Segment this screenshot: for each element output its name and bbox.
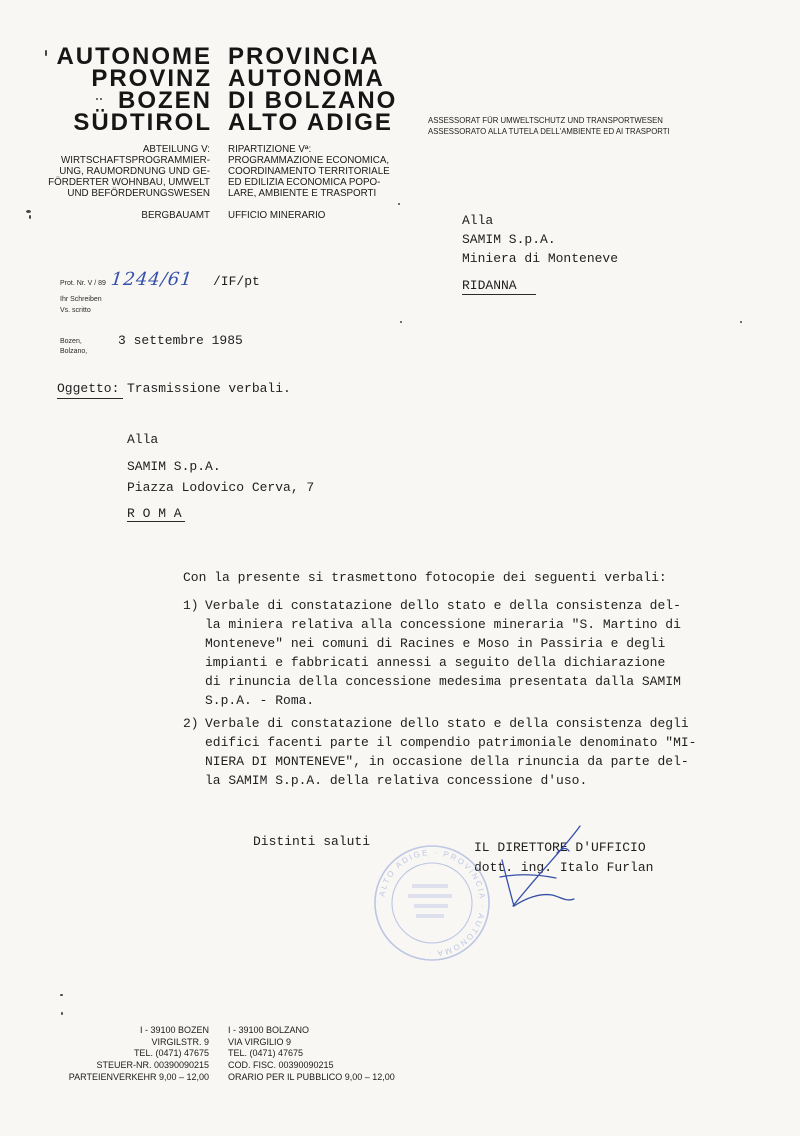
subject-text: Trasmissione verbali.	[127, 381, 291, 396]
office-stamp	[375, 846, 489, 960]
date-label-de: Bozen,	[60, 338, 82, 345]
subject-label: Oggetto:	[57, 381, 120, 396]
letterhead-it-line: PROVINCIA	[228, 43, 380, 70]
stamp-inner-ring	[392, 863, 472, 943]
scan-speck	[61, 1012, 63, 1015]
letterhead-de-line: BOZEN	[118, 87, 212, 114]
letterhead-german	[20, 43, 212, 136]
scan-speck	[400, 321, 402, 323]
list-item-line: S.p.A. - Roma.	[205, 693, 315, 708]
department-german	[20, 144, 210, 199]
list-item-line: Verbale di constatazione dello stato e della consistenza degli	[205, 716, 689, 731]
scan-speck	[398, 203, 400, 205]
list-item-line: Monteneve" nei comuni di Racines e Moso in Passiria e degli	[205, 636, 666, 651]
recipient-line: Piazza Lodovico Cerva, 7	[127, 480, 315, 495]
list-item-line: di rinuncia della concessione medesima presentata dalla SAMIM	[205, 674, 681, 689]
recipient-line: SAMIM S.p.A.	[127, 459, 221, 474]
list-item-line: edifici facenti parte il compendio patrimoniale denominato "MI-	[205, 735, 697, 750]
department-it-line: COORDINAMENTO TERRITORIALE	[228, 166, 390, 177]
assessorato-it: ASSESSORATO ALLA TUTELA DELL'AMBIENTE ED AI TRASPORTI	[428, 126, 670, 136]
department-de-line: UNG, RAUMORDNUNG UND GE-	[59, 166, 210, 177]
department-it-line: ED EDILIZIA ECONOMICA POPO-	[228, 177, 381, 188]
footer-it-line: VIA VIRGILIO 9	[228, 1036, 292, 1047]
recipient-city-underline	[127, 521, 185, 522]
list-item-line: NIERA DI MONTENEVE", in occasione della rinuncia da parte del-	[205, 754, 689, 769]
letterhead-it-line: DI BOLZANO	[228, 87, 398, 114]
list-item-line: Verbale di constatazione dello stato e della consistenza del-	[205, 598, 681, 613]
closing-greeting: Distinti saluti	[253, 834, 371, 849]
scan-speck	[60, 994, 63, 996]
subject-underline	[57, 398, 123, 399]
department-de-line: ABTEILUNG V:	[142, 144, 210, 155]
list-item-line: la miniera relativa alla concessione mineraria "S. Martino di	[205, 617, 681, 632]
footer-it-line: COD. FISC. 00390090215	[228, 1060, 334, 1071]
department-de-line: WIRTSCHAFTSPROGRAMMIER-	[61, 155, 210, 166]
recipient-top-place: RIDANNA	[462, 278, 517, 293]
footer-de-line: TEL. (0471) 47675	[133, 1048, 209, 1059]
stamp-ring-textpath: ALTO ADIGE · PROVINCIA · AUTONOMA ·	[377, 847, 488, 959]
signature-stroke	[514, 895, 574, 906]
list-item-line: la SAMIM S.p.A. della relativa concessione d'uso.	[205, 773, 588, 788]
department-de-line: UND BEFÖRDERUNGSWESEN	[67, 188, 210, 199]
department-italian	[228, 144, 390, 199]
recipient-city: R O M A	[127, 506, 182, 521]
department-it-line: LARE, AMBIENTE E TRASPORTI	[228, 188, 377, 199]
your-letter-label-de: Ihr Schreiben	[60, 296, 102, 303]
your-letter-label-it: Vs. scritto	[60, 307, 91, 314]
department-it-line: RIPARTIZIONE Vª:	[228, 144, 312, 155]
letterhead-de-line: SÜDTIROL	[73, 109, 212, 136]
footer-it-line: I - 39100 BOLZANO	[228, 1025, 310, 1035]
protocol-handwritten-number: 1244/61	[109, 269, 194, 290]
recipient-top-line: SAMIM S.p.A.	[462, 232, 556, 247]
scan-speck	[100, 98, 102, 100]
assessorat-de: ASSESSORAT FÜR UMWELTSCHUTZ UND TRANSPORTWESEN	[428, 116, 663, 125]
stamp-smudge	[412, 884, 448, 888]
footer-italian	[228, 1025, 395, 1084]
scan-speck	[26, 210, 31, 213]
footer-german	[20, 1025, 209, 1084]
footer-de-line: VIRGILSTR. 9	[151, 1036, 209, 1047]
scan-speck	[29, 215, 31, 219]
footer-de-line: STEUER-NR. 00390090215	[96, 1060, 209, 1071]
office-italian: UFFICIO MINERARIO	[228, 210, 326, 221]
footer-it-line: TEL. (0471) 47675	[228, 1048, 304, 1059]
scan-speck	[45, 50, 47, 56]
letterhead-de-line: PROVINZ	[91, 65, 212, 92]
footer-de-line: PARTEIENVERKEHR 9,00 – 12,00	[68, 1071, 209, 1082]
letter-date: 3 settembre 1985	[118, 333, 243, 348]
department-it-line: PROGRAMMAZIONE ECONOMICA,	[228, 155, 390, 166]
recipient-top-underline	[462, 294, 536, 295]
date-label-it: Bolzano,	[60, 348, 88, 355]
footer-it-line: ORARIO PER IL PUBBLICO 9,00 – 12,00	[228, 1071, 395, 1082]
letterhead-italian	[228, 43, 398, 136]
scan-speck	[740, 321, 742, 323]
protocol-label: Prot. Nr. V / 89	[60, 280, 106, 287]
stamp-smudge	[416, 914, 444, 918]
protocol-suffix: /IF/pt	[213, 274, 260, 289]
signatory-name: dott. ing. Italo Furlan	[474, 860, 654, 875]
list-item-number: 2)	[183, 716, 199, 731]
stamp-outer-ring	[375, 846, 489, 960]
stamp-smudge	[414, 904, 448, 908]
letterhead-de-line: AUTONOME	[56, 43, 212, 70]
list-item-number: 1)	[183, 598, 199, 613]
body-intro: Con la presente si trasmettono fotocopie dei seguenti verbali:	[183, 570, 667, 585]
scan-speck	[96, 98, 98, 100]
stamp-smudge	[408, 894, 452, 898]
office-german: BERGBAUAMT	[141, 210, 210, 221]
letterhead-it-line: AUTONOMA	[228, 65, 385, 92]
recipient-top-line: Miniera di Monteneve	[462, 251, 619, 266]
department-de-line: FÖRDERTER WOHNBAU, UMWELT	[48, 177, 210, 188]
assessorat-block	[428, 116, 670, 137]
list-item-line: impianti e fabbricati annessi a seguito della dichiarazione	[205, 655, 666, 670]
letterhead-it-line: ALTO ADIGE	[228, 109, 393, 136]
signatory-title: IL DIRETTORE D'UFFICIO	[474, 840, 646, 855]
footer-de-line: I - 39100 BOZEN	[139, 1025, 209, 1035]
recipient-top-line: Alla	[462, 213, 494, 228]
stamp-ring-text	[377, 848, 487, 958]
recipient-line: Alla	[127, 432, 159, 447]
